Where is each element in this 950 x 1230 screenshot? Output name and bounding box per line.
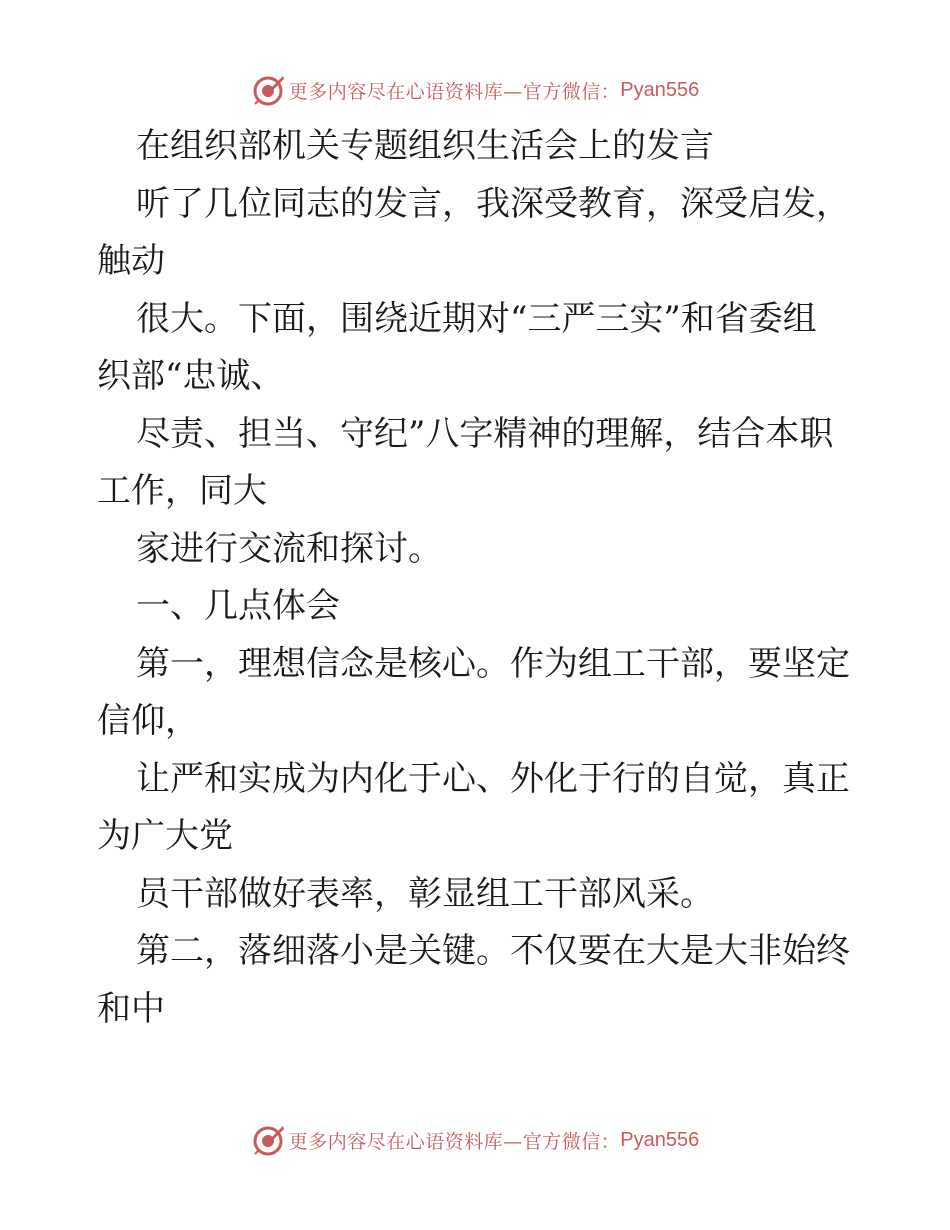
- header-banner-brand: Pyan556: [620, 78, 700, 101]
- section-heading: 一、几点体会: [136, 586, 340, 626]
- text-line: 工作，同大: [97, 471, 267, 511]
- text-line: 和中: [97, 988, 165, 1029]
- text-line: 信仰，: [97, 701, 199, 741]
- text-line: 尽责、担当、守纪”八字精神的理解，结合本职: [136, 413, 834, 454]
- text-line: 触动: [97, 241, 165, 281]
- text-line: 第二，落细落小是关键。不仅要在大是大非始终: [136, 931, 850, 971]
- footer-banner-brand: Pyan556: [620, 1128, 700, 1151]
- footer-banner-text: 更多内容尽在心语资料库—官方微信：: [288, 1130, 621, 1153]
- text-line: 员干部做好表率，彰显组工干部风采。: [136, 873, 714, 914]
- text-line: 让严和实成为内化于心、外化于行的自觉，真正: [136, 758, 850, 799]
- text-line: 家进行交流和探讨。: [136, 528, 442, 569]
- text-line: 织部“忠诚、: [97, 356, 285, 396]
- text-line: 为广大党: [97, 816, 233, 856]
- pen-logo-icon: [251, 1123, 285, 1157]
- header-banner-text: 更多内容尽在心语资料库—官方微信：: [288, 80, 621, 103]
- text-line: 很大。下面，围绕近期对“三严三实”和省委组: [136, 298, 817, 339]
- document-body: [97, 118, 857, 1038]
- text-line: 听了几位同志的发言，我深受教育，深受启发，: [136, 183, 850, 224]
- header-banner: [0, 70, 950, 110]
- pen-logo-icon: [251, 73, 285, 107]
- footer-banner: [0, 1120, 950, 1160]
- document-title: 在组织部机关专题组织生活会上的发言: [136, 126, 714, 166]
- text-line: 第一，理想信念是核心。作为组工干部，要坚定: [136, 643, 850, 684]
